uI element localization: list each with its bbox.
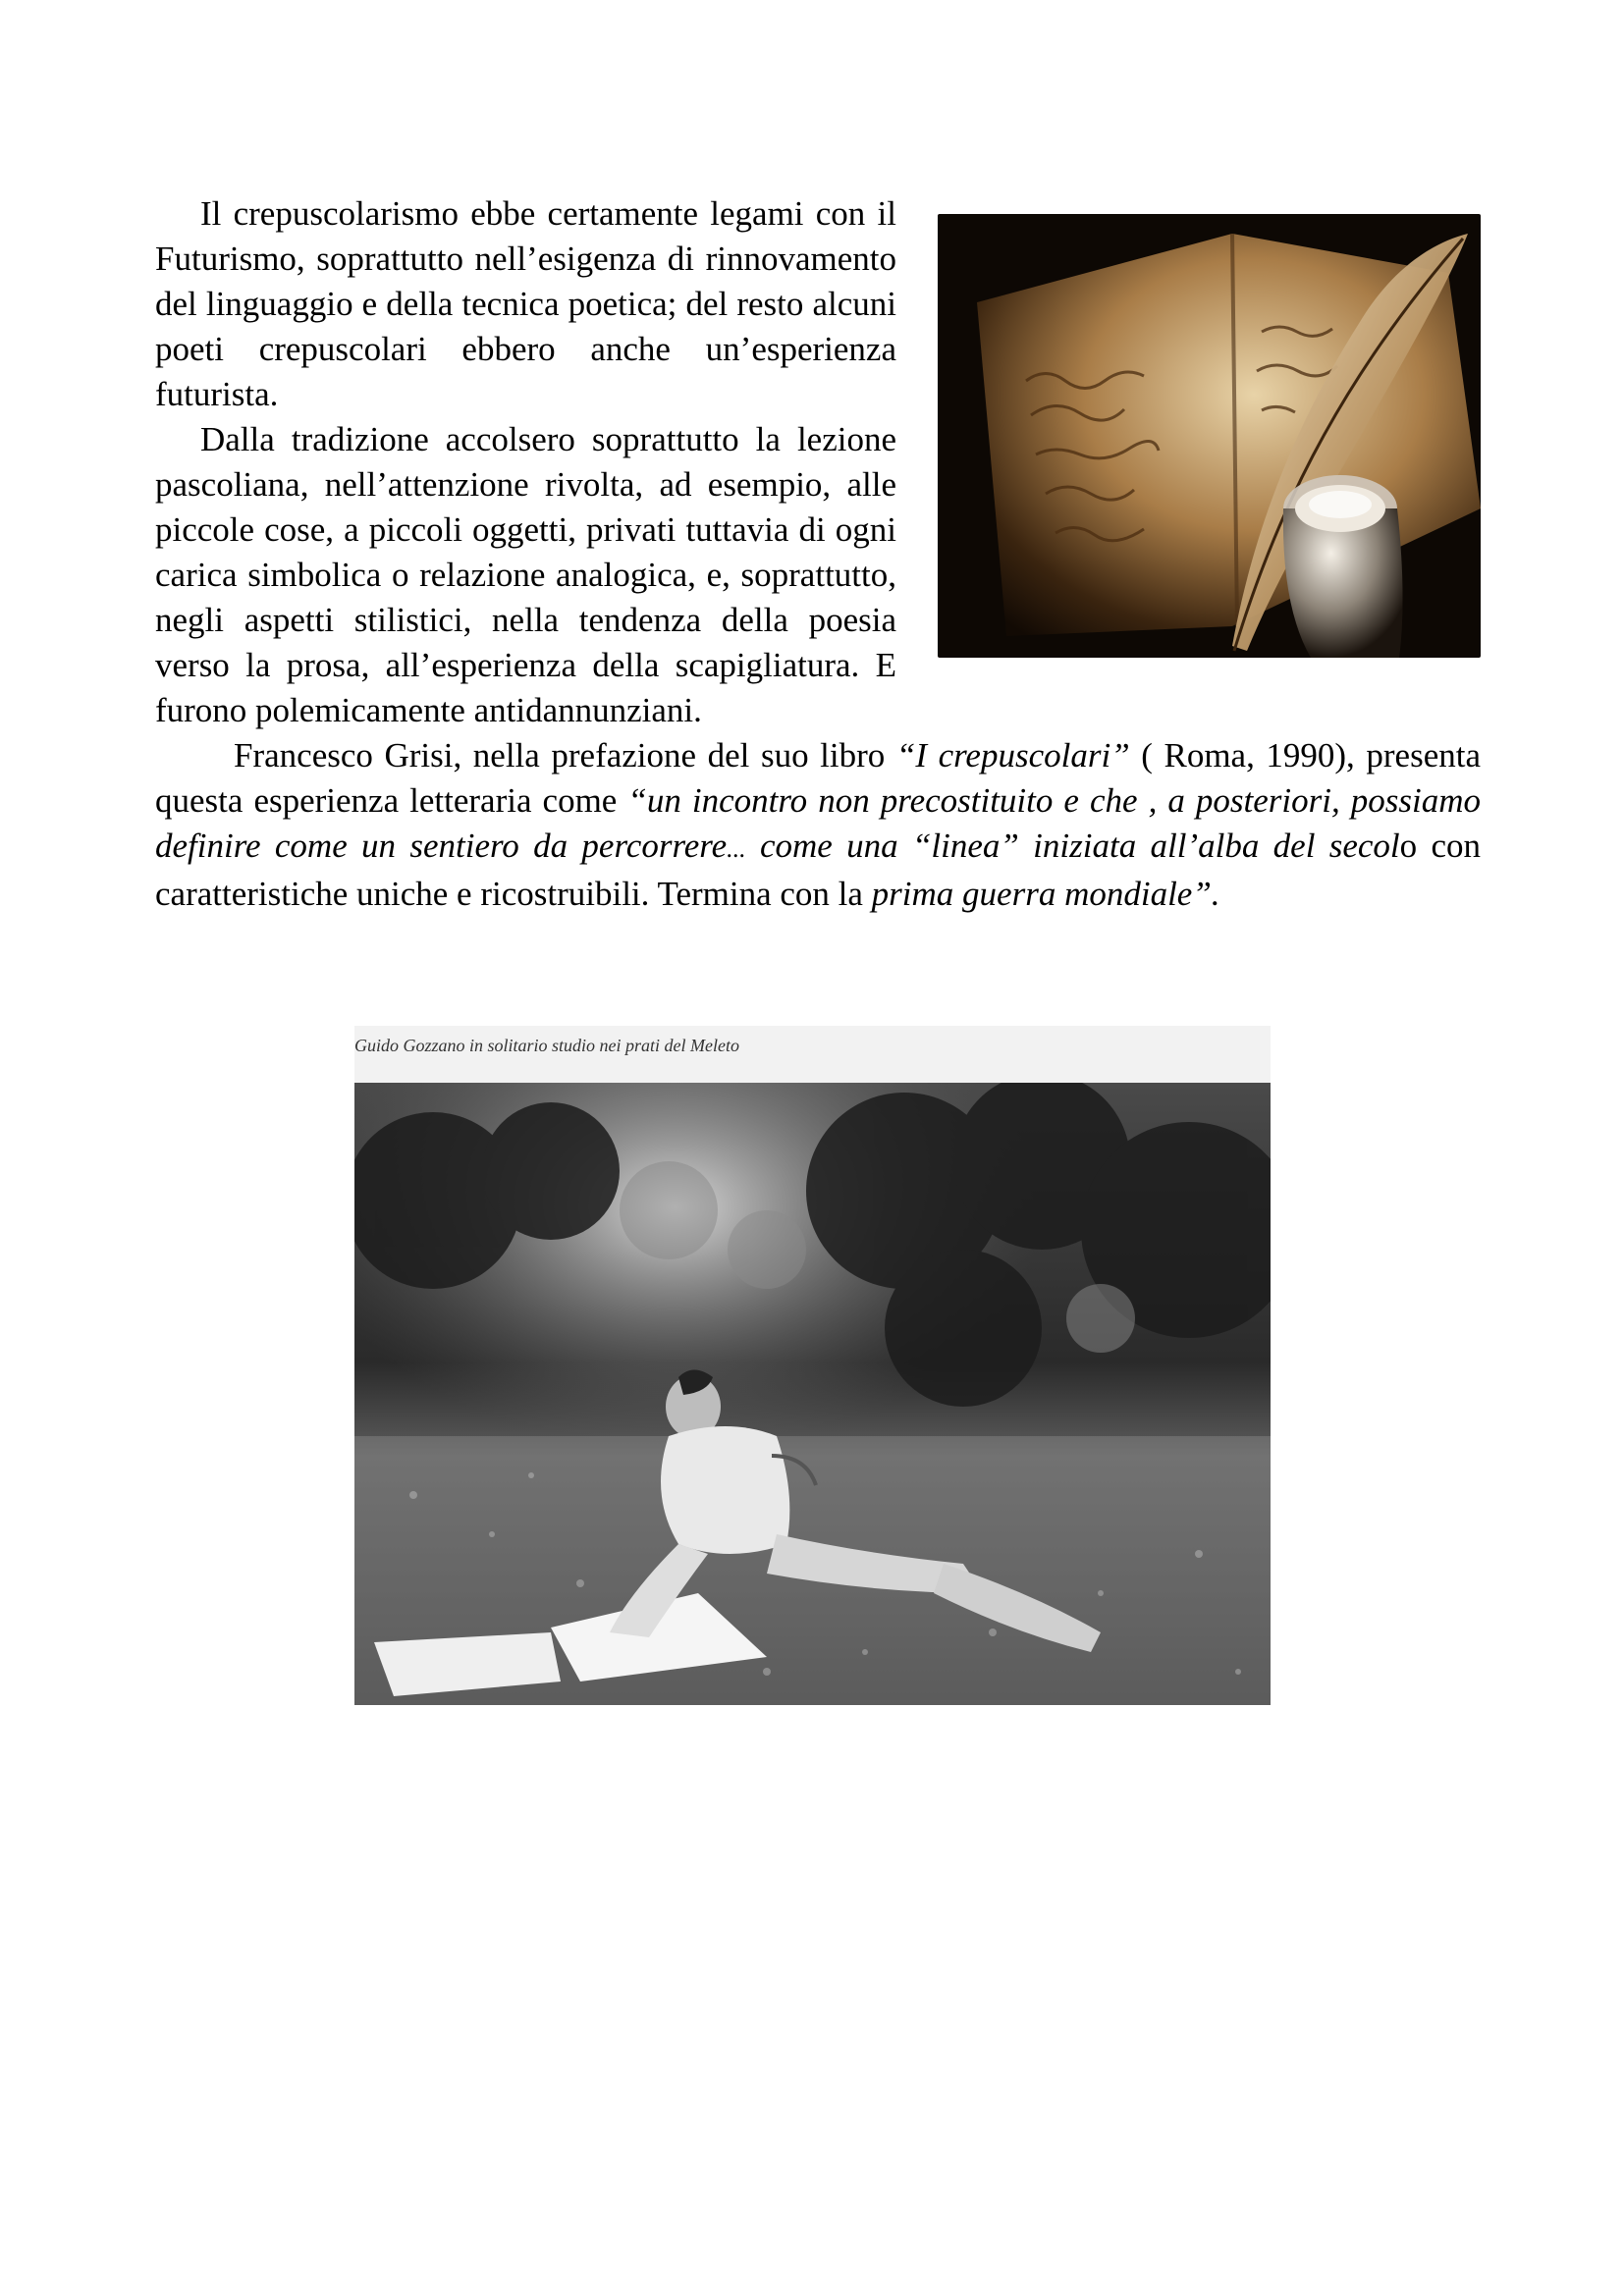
gozzano-caption: Guido Gozzano in solitario studio nei prati del Meleto <box>354 1036 739 1055</box>
p3-text-2: ( Roma, 1990), presenta questa esperienza letteraria come <box>155 736 1481 820</box>
p3-text-1: Francesco Grisi, nella prefazione del suo libro <box>234 736 896 774</box>
p3-closing: ”. <box>1192 875 1220 913</box>
grisi-quote-3: prima guerra mondiale <box>871 875 1193 913</box>
quill-inkwell-image <box>938 214 1481 658</box>
article-body <box>155 191 1481 917</box>
paragraph-2: Dalla tradizione accolsero soprattutto la lezione pascoliana, nell’attenzione rivolta, ad esempio, alle piccole cose, a piccoli oggetti, privati tuttavia di ogni carica simbolica o relazione analogica, e, soprattutto, negli aspetti stilistici, nella tendenza della poesia verso la prosa, all’esperienza della scapigliatura. E furono polemicamente antidannunziani. <box>155 420 896 729</box>
gozzano-figure <box>354 1026 1271 1705</box>
p3-text-3: o con caratteristiche uniche e ricostruibili. Termina con la <box>155 827 1482 913</box>
quill-figure <box>938 214 1481 658</box>
grisi-quote-2: come una “linea” iniziata all’alba del secol <box>745 827 1400 865</box>
gozzano-photo-image <box>354 1083 1271 1705</box>
paragraph-1: Il crepuscolarismo ebbe certamente legami con il Futurismo, soprattutto nell’esigenza di rinnovamento del linguaggio e della tecnica poetica; del resto alcuni poeti crepuscolari ebbero anche un’esperienza futurista. <box>155 194 896 413</box>
ellipsis: ... <box>727 834 746 863</box>
paragraph-3 <box>155 733 1481 917</box>
grisi-quote-1: “un incontro non precostituito e che , a posteriori, possiamo definire come un sentiero da percorrere <box>155 781 1481 865</box>
book-title: “I crepuscolari” <box>895 736 1130 774</box>
